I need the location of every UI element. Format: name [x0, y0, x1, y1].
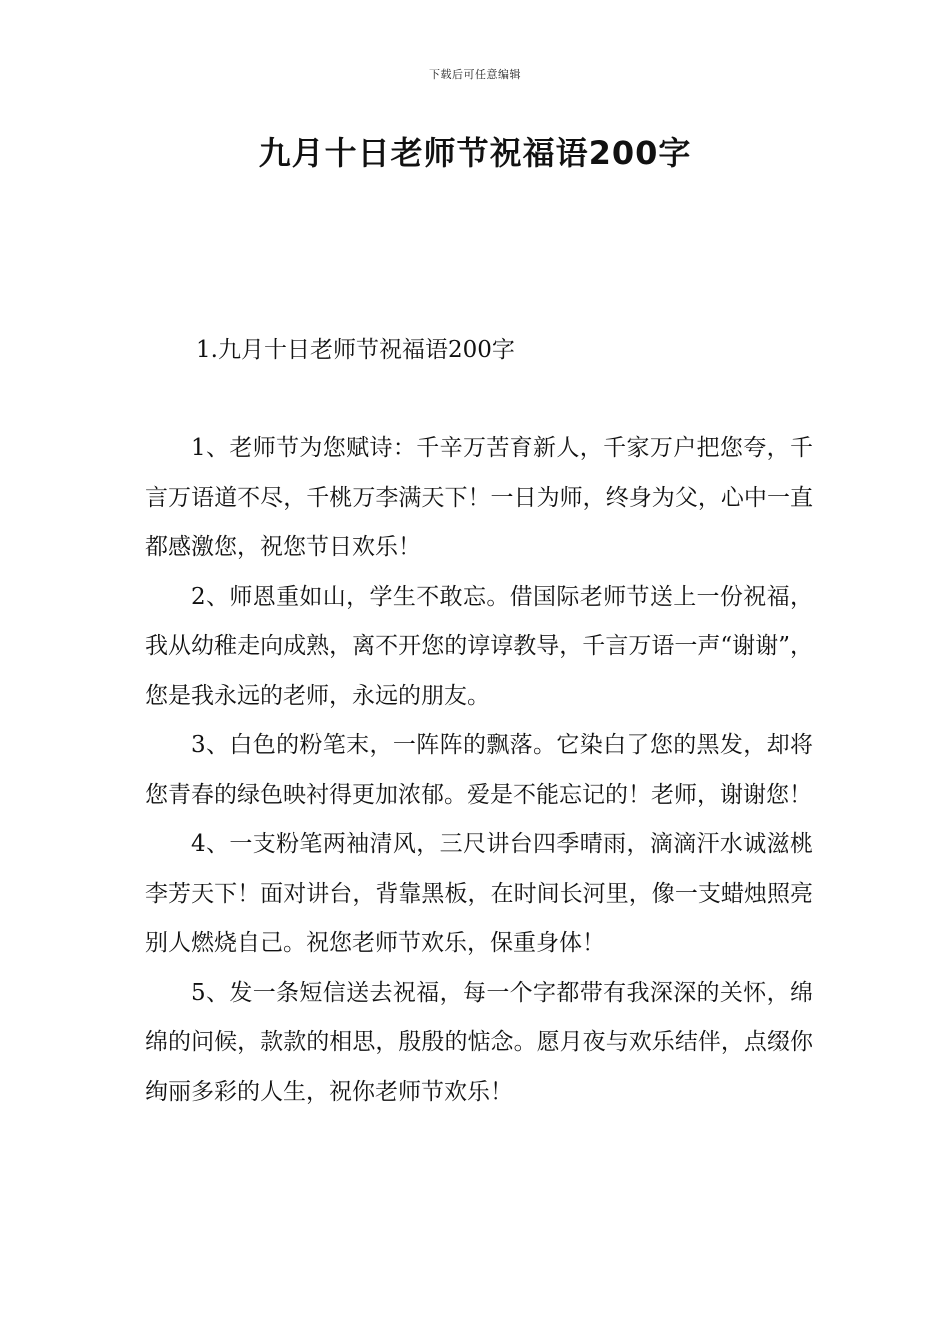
document-title: 九月十日老师节祝福语200字: [258, 134, 692, 172]
paragraph-1: 1、老师节为您赋诗：千辛万苦育新人，千家万户把您夸，千言万语道不尽，千桃万李满天下！一日为师，终身为父，心中一直都感激您，祝您节日欢乐！: [145, 435, 813, 560]
section-heading: 1.九月十日老师节祝福语200字: [196, 337, 515, 363]
header-note: 下载后可任意编辑: [429, 68, 521, 81]
paragraph-2: 2、师恩重如山，学生不敢忘。借国际老师节送上一份祝福，我从幼稚走向成熟，离不开您的谆谆教导，千言万语一声“谢谢”，您是我永远的老师，永远的朋友。: [145, 583, 813, 709]
document-body: [145, 424, 813, 1117]
paragraph-4: 4、一支粉笔两袖清风，三尺讲台四季晴雨，滴滴汗水诚滋桃李芳天下！面对讲台，背靠黑板，在时间长河里，像一支蜡烛照亮别人燃烧自己。祝您老师节欢乐，保重身体！: [145, 831, 813, 956]
paragraph-3: 3、白色的粉笔末，一阵阵的飘落。它染白了您的黑发，却将您青春的绿色映衬得更加浓郁。爱是不能忘记的！老师，谢谢您！: [145, 732, 813, 808]
paragraph-5: 5、发一条短信送去祝福，每一个字都带有我深深的关怀，绵绵的问候，款款的相思，殷殷的惦念。愿月夜与欢乐结伴，点缀你绚丽多彩的人生，祝你老师节欢乐！: [145, 979, 813, 1105]
